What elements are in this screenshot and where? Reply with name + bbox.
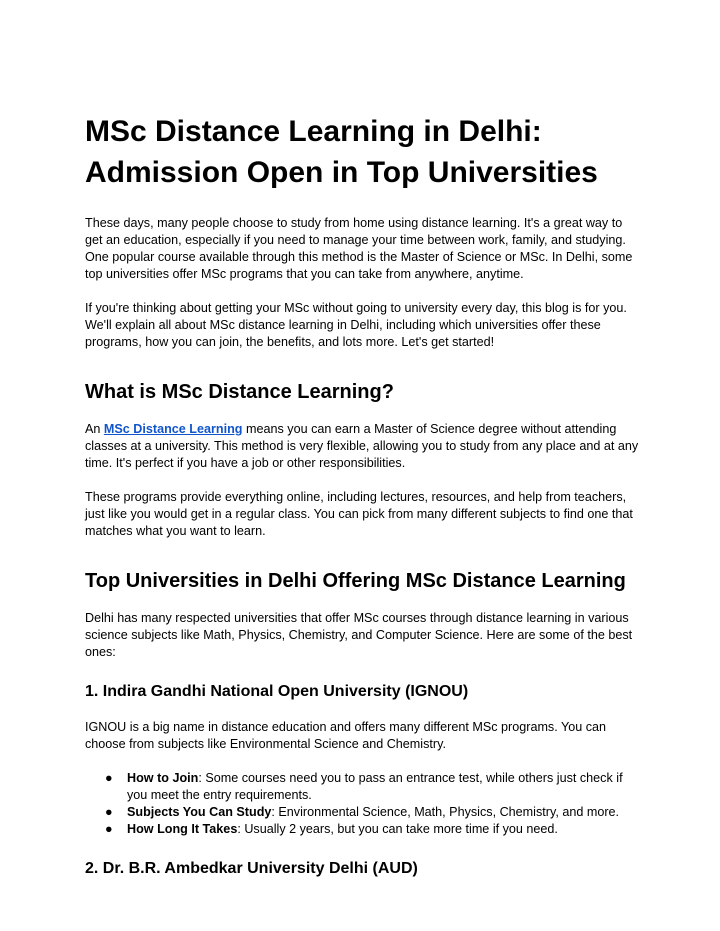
bullet-icon: ● <box>105 771 113 785</box>
list-item <box>85 804 641 821</box>
list-item <box>85 770 641 804</box>
list-item-text: : Some courses need you to pass an entrance test, while others just check if you meet the entry requirements. <box>127 771 623 802</box>
document-content <box>85 111 641 879</box>
what-is-paragraph-1 <box>85 421 641 472</box>
msc-distance-learning-link[interactable]: MSc Distance Learning <box>103 422 243 436</box>
list-item-label: Subjects You Can Study <box>127 805 272 819</box>
section-heading-top-universities: Top Universities in Delhi Offering MSc Distance Learning <box>85 570 626 592</box>
what-is-suffix: means you can earn a Master of Science degree without attending classes at a university. This method is very flexible, allowing you to study from any place and at any time. It's perfect if you have a job or other responsibilities. <box>85 422 639 470</box>
intro-paragraph-1: These days, many people choose to study from home using distance learning. It's a great way to get an education, especially if you need to manage your time between work, family, and studying. One popular course available through this method is the Master of Science or MSc. In Delhi, some top universities offer MSc programs that you can take from anywhere, anytime. <box>85 216 633 281</box>
list-item-label: How to Join <box>127 771 199 785</box>
subheading-ignou: 1. Indira Gandhi National Open University (IGNOU) <box>85 683 469 700</box>
what-is-paragraph-2: These programs provide everything online, including lectures, resources, and help from teachers, just like you would get in a regular class. You can pick from many different subjects to find one that matches what you want to learn. <box>85 490 633 538</box>
list-item <box>85 821 641 838</box>
intro-paragraph-2: If you're thinking about getting your MSc without going to university every day, this blog is for you. We'll explain all about MSc distance learning in Delhi, including which universities offer these programs, how you can join, the benefits, and lots more. Let's get started! <box>85 301 627 349</box>
title-line-1: MSc Distance Learning in Delhi: <box>85 115 542 148</box>
what-is-prefix: An <box>85 422 104 436</box>
ignou-paragraph: IGNOU is a big name in distance education and offers many different MSc programs. You can choose from subjects like Environmental Science and Chemistry. <box>85 720 607 751</box>
list-item-text: : Usually 2 years, but you can take more time if you need. <box>237 822 558 836</box>
subheading-aud: 2. Dr. B.R. Ambedkar University Delhi (AUD) <box>85 860 418 877</box>
top-universities-paragraph: Delhi has many respected universities that offer MSc courses through distance learning in various science subjects like Math, Physics, Chemistry, and Computer Science. Here are some of the best ones: <box>85 611 633 659</box>
list-item-text: : Environmental Science, Math, Physics, Chemistry, and more. <box>271 805 620 819</box>
ignou-details-list <box>85 770 641 838</box>
bullet-icon: ● <box>105 822 113 836</box>
section-heading-what-is: What is MSc Distance Learning? <box>85 381 394 403</box>
page-title <box>85 111 641 193</box>
bullet-icon: ● <box>105 805 113 819</box>
title-line-2: Admission Open in Top Universities <box>85 156 598 189</box>
list-item-label: How Long It Takes <box>127 822 238 836</box>
